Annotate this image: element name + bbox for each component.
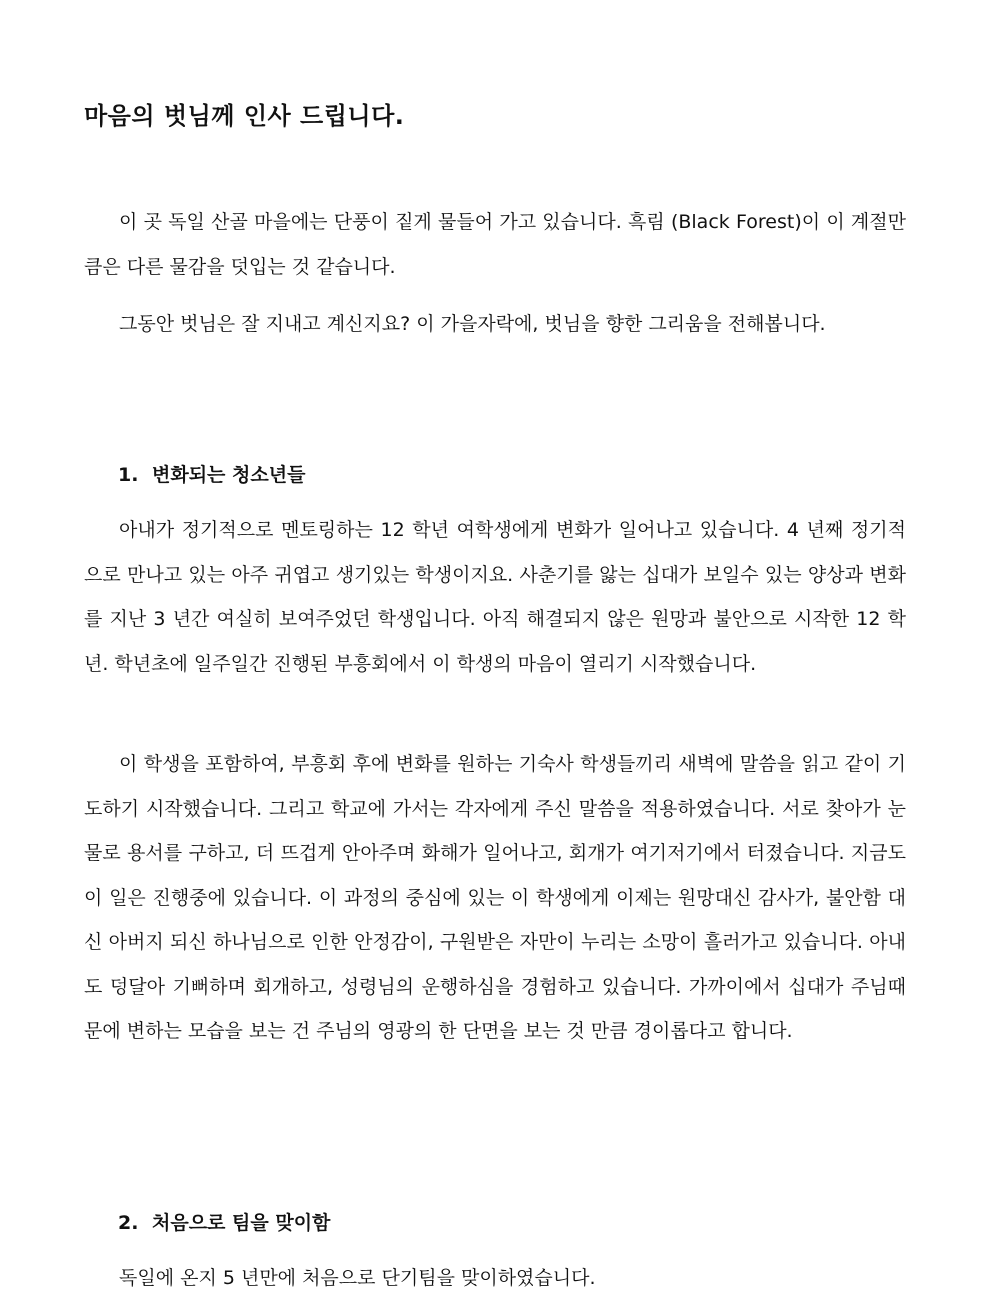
intro-paragraph-2: 그동안 벗님은 잘 지내고 계신지요? 이 가을자락에, 벗님을 향한 그리움을 전해봅니다. [119, 313, 826, 335]
document-title: 마음의 벗님께 인사 드립니다. [84, 102, 405, 130]
section-1-paragraph-2: 이 학생을 포함하여, 부흥회 후에 변화를 원하는 기숙사 학생들끼리 새벽에 말씀을 읽고 같이 기도하기 시작했습니다. 그리고 학교에 가서는 각자에게 주신 말씀을 적용하였습니다. 서로 찾아가 눈물로 용서를 구하고, 더 뜨겁게 안아주며 화해가 일어나고, 회개가 여기저기에서 터졌습니다. 지금도 이 일은 진행중에 있습니다. 이 과정의 중심에 있는 이 학생에게 이제는 원망대신 감사가, 불안함 대신 아버지 되신 하나님으로 인한 안정감이, 구원받은 자만이 누리는 소망이 흘러가고 있습니다. 아내도 덩달아 기뻐하며 회개하고, 성령님의 운행하심을 경험하고 있습니다. 가까이에서 십대가 주님때문에 변하는 모습을 보는 건 주님의 영광의 한 단면을 보는 것 만큼 경이롭다고 합니다. [84, 753, 906, 1042]
section-1-number: 1. [118, 464, 139, 486]
section-1-heading [118, 460, 305, 487]
section-2-number: 2. [118, 1212, 139, 1234]
intro-paragraph-1: 이 곳 독일 산골 마을에는 단풍이 짙게 물들어 가고 있습니다. 흑림 (Black Forest)이 이 계절만큼은 다른 물감을 덧입는 것 같습니다. [84, 211, 906, 278]
section-2-title: 처음으로 팀을 맞이함 [152, 1212, 331, 1234]
section-2-paragraph-1: 독일에 온지 5 년만에 처음으로 단기팀을 맞이하였습니다. [119, 1267, 596, 1289]
section-2-heading [118, 1208, 330, 1235]
section-1-title: 변화되는 청소년들 [152, 464, 306, 486]
section-1-paragraph-1: 아내가 정기적으로 멘토링하는 12 학년 여학생에게 변화가 일어나고 있습니다. 4 년째 정기적으로 만나고 있는 아주 귀엽고 생기있는 학생이지요. 사춘기를 앓는 십대가 보일수 있는 양상과 변화를 지난 3 년간 여실히 보여주었던 학생입니다. 아직 해결되지 않은 원망과 불안으로 시작한 12 학년. 학년초에 일주일간 진행된 부흥회에서 이 학생의 마음이 열리기 시작했습니다. [84, 519, 906, 675]
